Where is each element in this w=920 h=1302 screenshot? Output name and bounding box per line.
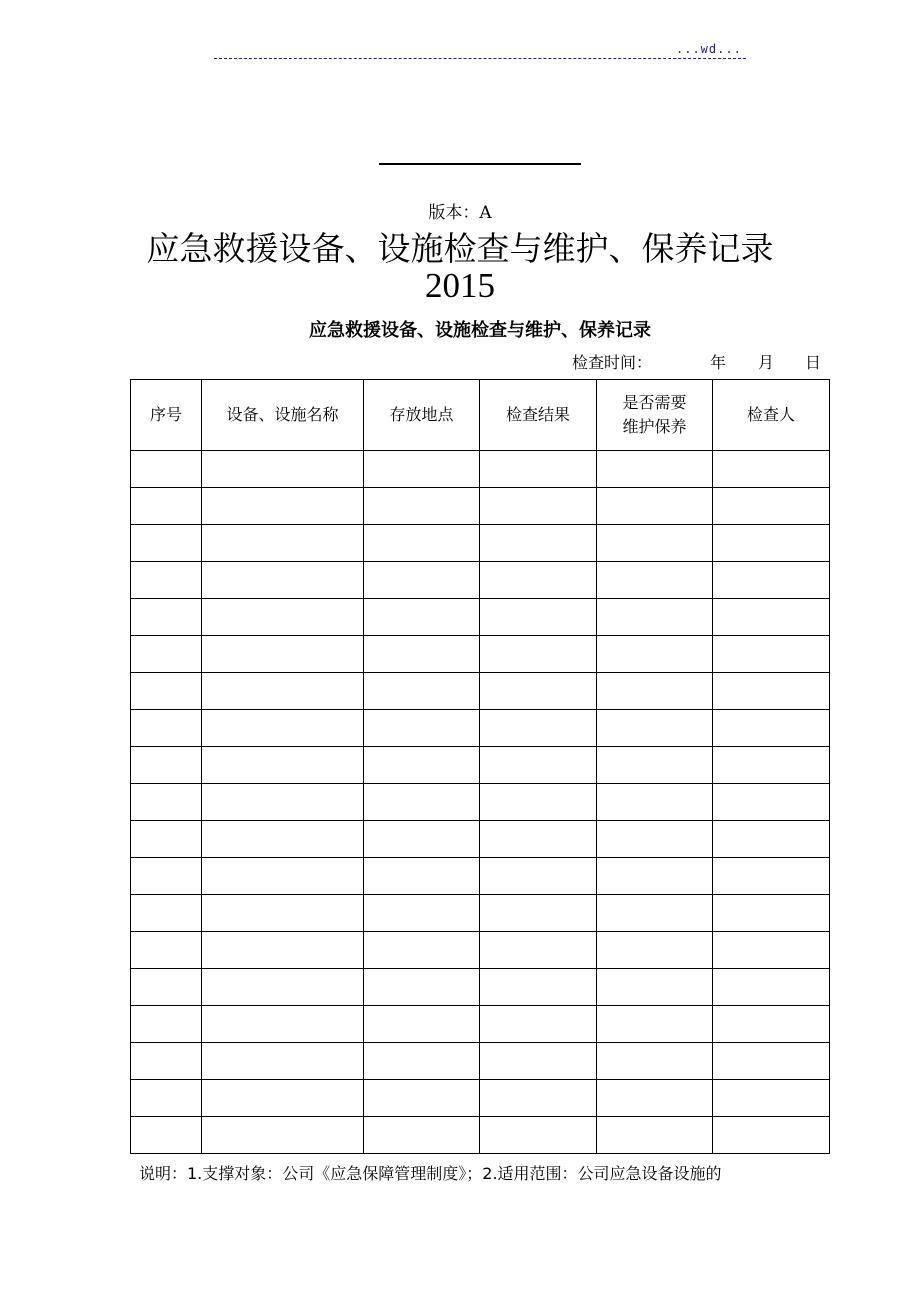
header-inspector — [713, 380, 830, 451]
table-row — [131, 747, 830, 784]
table-cell[interactable] — [131, 636, 202, 673]
table-cell[interactable] — [713, 636, 830, 673]
table-cell[interactable] — [480, 858, 597, 895]
table-cell[interactable] — [364, 673, 480, 710]
table-cell[interactable] — [131, 747, 202, 784]
table-cell[interactable] — [131, 969, 202, 1006]
table-cell[interactable] — [202, 784, 364, 821]
table-cell[interactable] — [202, 562, 364, 599]
table-cell[interactable] — [480, 562, 597, 599]
table-cell[interactable] — [364, 747, 480, 784]
table-cell[interactable] — [364, 895, 480, 932]
table-cell[interactable] — [364, 488, 480, 525]
check-date-month: 月 — [758, 353, 775, 372]
table-cell[interactable] — [202, 895, 364, 932]
table-cell[interactable] — [364, 562, 480, 599]
table-cell[interactable] — [131, 932, 202, 969]
table-cell[interactable] — [713, 932, 830, 969]
table-cell[interactable] — [713, 1006, 830, 1043]
version-label: 版本：A — [428, 203, 492, 223]
table-cell[interactable] — [480, 599, 597, 636]
table-cell[interactable] — [364, 1043, 480, 1080]
table-cell[interactable] — [480, 969, 597, 1006]
table-cell[interactable] — [480, 932, 597, 969]
table-cell[interactable] — [202, 451, 364, 488]
table-cell[interactable] — [597, 451, 713, 488]
table-cell[interactable] — [597, 1006, 713, 1043]
table-header-row — [131, 380, 830, 451]
table-cell[interactable] — [480, 488, 597, 525]
table-row — [131, 525, 830, 562]
table-cell[interactable] — [202, 747, 364, 784]
table-cell[interactable] — [202, 1080, 364, 1117]
table-cell[interactable] — [480, 451, 597, 488]
header-divider — [214, 58, 746, 59]
table-cell[interactable] — [713, 525, 830, 562]
table-cell[interactable] — [597, 1043, 713, 1080]
signature-line — [379, 163, 581, 165]
check-date-year: 年 — [710, 353, 727, 372]
table-cell[interactable] — [131, 710, 202, 747]
table-row — [131, 451, 830, 488]
table-row — [131, 821, 830, 858]
table-cell[interactable] — [713, 821, 830, 858]
table-cell[interactable] — [364, 710, 480, 747]
header-serial-no — [131, 380, 202, 451]
table-cell[interactable] — [480, 747, 597, 784]
table-cell[interactable] — [131, 451, 202, 488]
table-cell[interactable] — [597, 673, 713, 710]
table-cell[interactable] — [202, 1006, 364, 1043]
table-cell[interactable] — [131, 1117, 202, 1154]
table-cell[interactable] — [597, 599, 713, 636]
table-cell[interactable] — [364, 599, 480, 636]
check-date-label: 检查时间： — [572, 353, 653, 372]
table-row — [131, 599, 830, 636]
document-title: 应急救援设备、设施检查与维护、保养记录 — [146, 229, 774, 268]
table-cell[interactable] — [597, 821, 713, 858]
table-cell[interactable] — [713, 1117, 830, 1154]
header-text-line: 维护保养 — [622, 417, 687, 436]
header-needs-maintenance — [597, 380, 713, 451]
table-cell[interactable] — [597, 636, 713, 673]
table-row — [131, 895, 830, 932]
table-cell[interactable] — [202, 1043, 364, 1080]
table-cell[interactable] — [480, 1043, 597, 1080]
table-body — [131, 451, 830, 1154]
table-row — [131, 1117, 830, 1154]
table-cell[interactable] — [713, 673, 830, 710]
table-cell[interactable] — [364, 821, 480, 858]
header-check-result — [480, 380, 597, 451]
table-cell[interactable] — [202, 525, 364, 562]
table-cell[interactable] — [480, 895, 597, 932]
table-cell[interactable] — [480, 525, 597, 562]
table-cell[interactable] — [202, 636, 364, 673]
table-cell[interactable] — [713, 747, 830, 784]
header-text-line: 序号 — [149, 405, 182, 424]
table-cell[interactable] — [202, 1117, 364, 1154]
table-cell[interactable] — [202, 710, 364, 747]
table-cell[interactable] — [480, 636, 597, 673]
table-cell[interactable] — [364, 784, 480, 821]
table-cell[interactable] — [364, 1080, 480, 1117]
table-cell[interactable] — [713, 562, 830, 599]
table-cell[interactable] — [131, 1043, 202, 1080]
table-row — [131, 710, 830, 747]
table-cell[interactable] — [713, 858, 830, 895]
table-cell[interactable] — [597, 488, 713, 525]
document-year: 2015 — [425, 266, 495, 305]
table-row — [131, 932, 830, 969]
table-cell[interactable] — [131, 1006, 202, 1043]
table-row — [131, 784, 830, 821]
table-row — [131, 673, 830, 710]
inspection-record-table — [130, 379, 830, 1154]
table-cell[interactable] — [480, 821, 597, 858]
table-cell[interactable] — [480, 710, 597, 747]
table-cell[interactable] — [597, 969, 713, 1006]
table-cell[interactable] — [597, 932, 713, 969]
table-cell[interactable] — [202, 488, 364, 525]
header-text-line: 是否需要 — [622, 393, 687, 412]
table-cell[interactable] — [131, 784, 202, 821]
table-cell[interactable] — [364, 525, 480, 562]
table-cell[interactable] — [131, 895, 202, 932]
table-cell[interactable] — [364, 1117, 480, 1154]
table-cell[interactable] — [713, 599, 830, 636]
table-cell[interactable] — [202, 821, 364, 858]
table-cell[interactable] — [713, 1043, 830, 1080]
table-cell[interactable] — [364, 1006, 480, 1043]
table-cell[interactable] — [131, 858, 202, 895]
table-cell[interactable] — [597, 747, 713, 784]
table-cell[interactable] — [597, 710, 713, 747]
table-cell[interactable] — [202, 858, 364, 895]
header-text-line: 检查结果 — [505, 405, 570, 424]
header-storage-location — [364, 380, 480, 451]
footnote: 说明：1.支撑对象：公司《应急保障管理制度》；2.适用范围：公司应急设备设施的 — [139, 1164, 722, 1183]
table-cell[interactable] — [597, 1080, 713, 1117]
table-cell[interactable] — [131, 488, 202, 525]
header-mark: ...wd... — [676, 42, 742, 56]
table-cell[interactable] — [131, 562, 202, 599]
header-text-line: 设备、设施名称 — [226, 405, 339, 424]
table-cell[interactable] — [597, 858, 713, 895]
table-cell[interactable] — [202, 673, 364, 710]
table-cell[interactable] — [480, 1006, 597, 1043]
table-cell[interactable] — [364, 969, 480, 1006]
table-cell[interactable] — [131, 1080, 202, 1117]
table-row — [131, 969, 830, 1006]
table-cell[interactable] — [597, 784, 713, 821]
table-cell[interactable] — [480, 1117, 597, 1154]
table-cell[interactable] — [131, 821, 202, 858]
check-date-day: 日 — [805, 353, 822, 372]
header-text-line: 检查人 — [746, 405, 795, 424]
check-date-line — [572, 350, 821, 373]
table-row — [131, 488, 830, 525]
header-equipment-name — [202, 380, 364, 451]
table-cell[interactable] — [131, 673, 202, 710]
table-cell[interactable] — [480, 1080, 597, 1117]
table-cell[interactable] — [364, 636, 480, 673]
table-cell[interactable] — [364, 932, 480, 969]
table-cell[interactable] — [713, 784, 830, 821]
table-cell[interactable] — [480, 673, 597, 710]
table-cell[interactable] — [713, 488, 830, 525]
form-title: 应急救援设备、设施检查与维护、保养记录 — [309, 320, 651, 341]
table-cell[interactable] — [713, 451, 830, 488]
table-cell[interactable] — [202, 969, 364, 1006]
table-cell[interactable] — [202, 599, 364, 636]
table-row — [131, 1043, 830, 1080]
table-cell[interactable] — [364, 451, 480, 488]
table-row — [131, 562, 830, 599]
table-cell[interactable] — [364, 858, 480, 895]
table-cell[interactable] — [713, 1080, 830, 1117]
table-row — [131, 858, 830, 895]
table-cell[interactable] — [480, 784, 597, 821]
header-text-line: 存放地点 — [389, 405, 454, 424]
table-cell[interactable] — [597, 525, 713, 562]
table-cell[interactable] — [131, 599, 202, 636]
table-row — [131, 1080, 830, 1117]
table-row — [131, 1006, 830, 1043]
table-cell[interactable] — [597, 1117, 713, 1154]
table-cell[interactable] — [202, 932, 364, 969]
table-cell[interactable] — [713, 969, 830, 1006]
table-cell[interactable] — [131, 525, 202, 562]
table-cell[interactable] — [713, 895, 830, 932]
table-row — [131, 636, 830, 673]
table-cell[interactable] — [597, 895, 713, 932]
table-cell[interactable] — [597, 562, 713, 599]
table-cell[interactable] — [713, 710, 830, 747]
